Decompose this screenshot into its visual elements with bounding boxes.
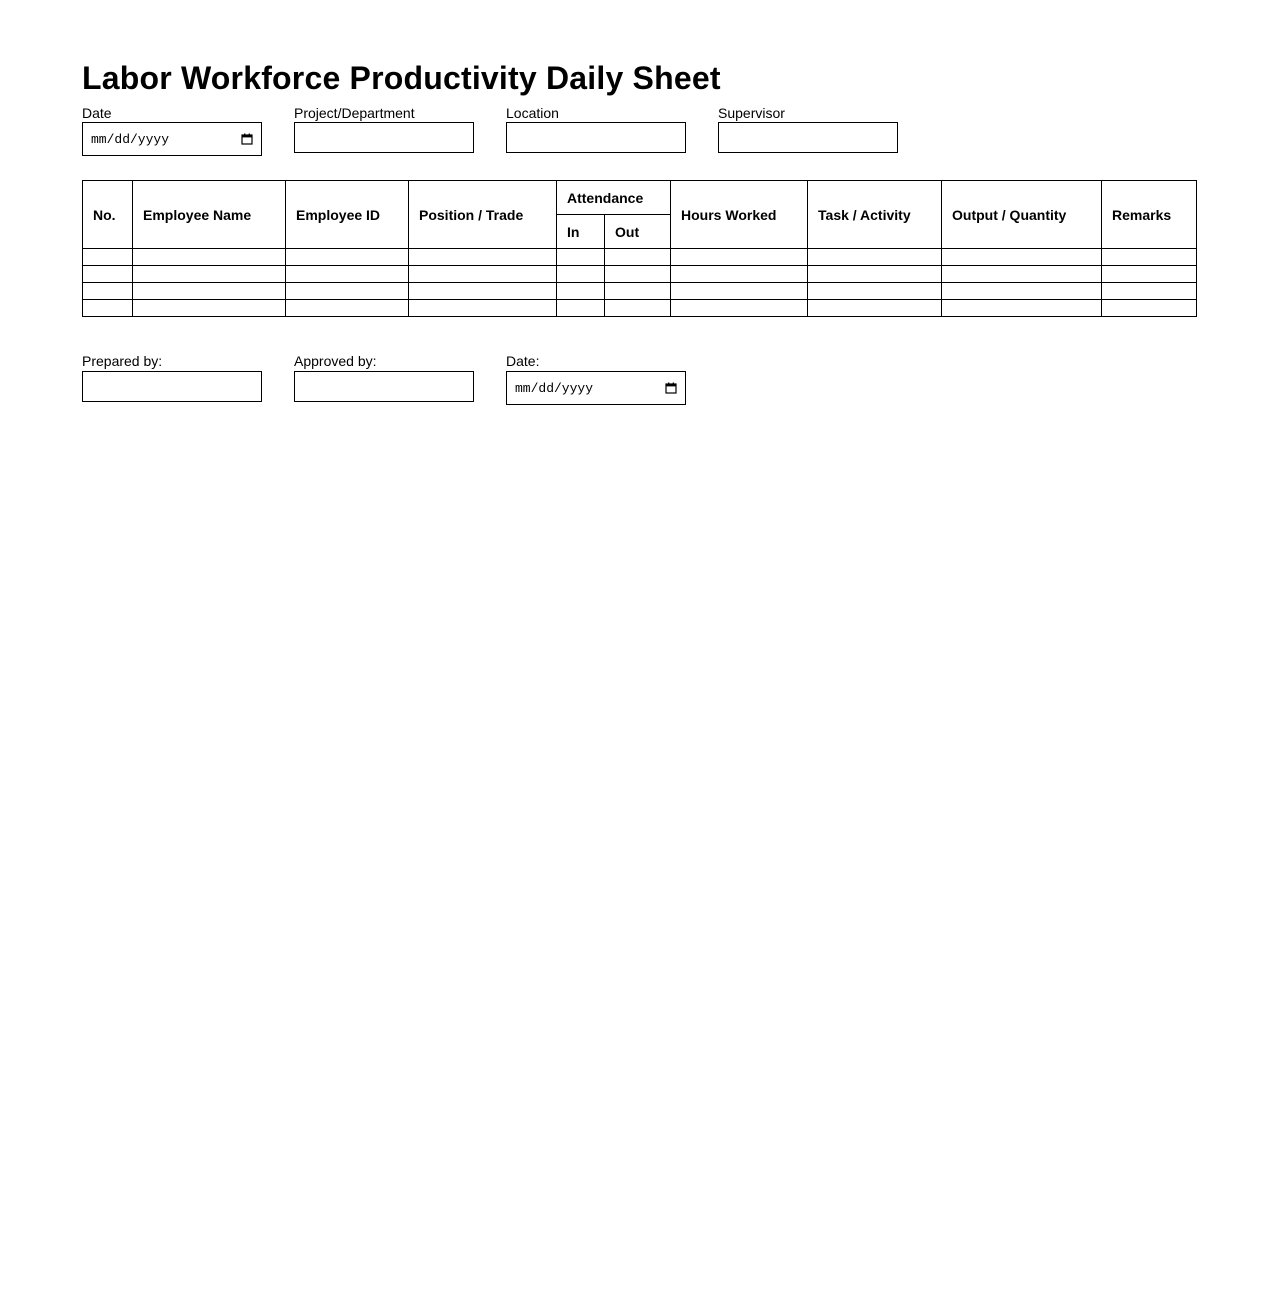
col-header-employee-id: Employee ID <box>286 181 409 249</box>
cell-attendance-in[interactable] <box>557 266 605 283</box>
page-title: Labor Workforce Productivity Daily Sheet <box>82 60 721 96</box>
location-input[interactable] <box>506 122 686 153</box>
cell-remarks[interactable] <box>1102 266 1197 283</box>
col-header-attendance: Attendance <box>557 181 671 215</box>
table-row <box>83 266 1197 283</box>
cell-task-activity[interactable] <box>808 300 942 317</box>
cell-no[interactable] <box>83 283 133 300</box>
cell-employee-name[interactable] <box>133 300 286 317</box>
project-department-label: Project/Department <box>294 105 415 121</box>
cell-output-quantity[interactable] <box>942 266 1102 283</box>
cell-employee-name[interactable] <box>133 266 286 283</box>
cell-employee-id[interactable] <box>286 283 409 300</box>
cell-employee-id[interactable] <box>286 266 409 283</box>
workforce-table <box>82 180 1197 317</box>
col-header-employee-name: Employee Name <box>133 181 286 249</box>
table-row <box>83 283 1197 300</box>
cell-employee-name[interactable] <box>133 283 286 300</box>
date-field <box>82 105 262 156</box>
cell-employee-id[interactable] <box>286 300 409 317</box>
cell-output-quantity[interactable] <box>942 283 1102 300</box>
cell-task-activity[interactable] <box>808 266 942 283</box>
cell-employee-name[interactable] <box>133 249 286 266</box>
cell-position-trade[interactable] <box>409 266 557 283</box>
project-department-field <box>294 105 474 156</box>
cell-hours-worked[interactable] <box>671 300 808 317</box>
cell-position-trade[interactable] <box>409 249 557 266</box>
calendar-icon[interactable] <box>665 382 677 394</box>
supervisor-label: Supervisor <box>718 105 785 121</box>
cell-no[interactable] <box>83 249 133 266</box>
cell-attendance-in[interactable] <box>557 283 605 300</box>
cell-attendance-in[interactable] <box>557 300 605 317</box>
cell-task-activity[interactable] <box>808 283 942 300</box>
prepared-by-input[interactable] <box>82 371 262 402</box>
approved-by-input[interactable] <box>294 371 474 402</box>
date-placeholder: mm/dd/yyyy <box>515 380 594 396</box>
cell-attendance-out[interactable] <box>605 266 671 283</box>
prepared-by-field <box>82 353 262 405</box>
cell-task-activity[interactable] <box>808 249 942 266</box>
project-department-input[interactable] <box>294 122 474 153</box>
col-header-remarks: Remarks <box>1102 181 1197 249</box>
cell-output-quantity[interactable] <box>942 249 1102 266</box>
col-header-hours-worked: Hours Worked <box>671 181 808 249</box>
cell-hours-worked[interactable] <box>671 283 808 300</box>
approved-by-label: Approved by: <box>294 353 377 369</box>
cell-attendance-out[interactable] <box>605 283 671 300</box>
date-placeholder: mm/dd/yyyy <box>91 131 170 147</box>
date-input[interactable] <box>82 122 262 156</box>
col-header-attendance-in: In <box>557 215 605 249</box>
cell-position-trade[interactable] <box>409 283 557 300</box>
location-field <box>506 105 686 156</box>
header-fields <box>82 105 1196 156</box>
cell-output-quantity[interactable] <box>942 300 1102 317</box>
approved-by-field <box>294 353 474 405</box>
supervisor-input[interactable] <box>718 122 898 153</box>
col-header-task-activity: Task / Activity <box>808 181 942 249</box>
signoff-date-input[interactable] <box>506 371 686 405</box>
cell-remarks[interactable] <box>1102 283 1197 300</box>
productivity-sheet <box>82 56 1196 405</box>
cell-attendance-out[interactable] <box>605 249 671 266</box>
cell-no[interactable] <box>83 266 133 283</box>
cell-attendance-in[interactable] <box>557 249 605 266</box>
cell-employee-id[interactable] <box>286 249 409 266</box>
cell-hours-worked[interactable] <box>671 266 808 283</box>
calendar-icon[interactable] <box>241 133 253 145</box>
table-row <box>83 249 1197 266</box>
col-header-position-trade: Position / Trade <box>409 181 557 249</box>
cell-remarks[interactable] <box>1102 249 1197 266</box>
cell-attendance-out[interactable] <box>605 300 671 317</box>
cell-hours-worked[interactable] <box>671 249 808 266</box>
date-label: Date <box>82 105 112 121</box>
cell-position-trade[interactable] <box>409 300 557 317</box>
cell-remarks[interactable] <box>1102 300 1197 317</box>
signoff-date-label: Date: <box>506 353 540 369</box>
cell-no[interactable] <box>83 300 133 317</box>
table-row <box>83 300 1197 317</box>
col-header-no: No. <box>83 181 133 249</box>
table-header-row <box>83 181 1197 215</box>
col-header-attendance-out: Out <box>605 215 671 249</box>
signoff-date-field <box>506 353 686 405</box>
signoff-fields <box>82 353 1196 405</box>
col-header-output-quantity: Output / Quantity <box>942 181 1102 249</box>
supervisor-field <box>718 105 898 156</box>
prepared-by-label: Prepared by: <box>82 353 163 369</box>
location-label: Location <box>506 105 559 121</box>
